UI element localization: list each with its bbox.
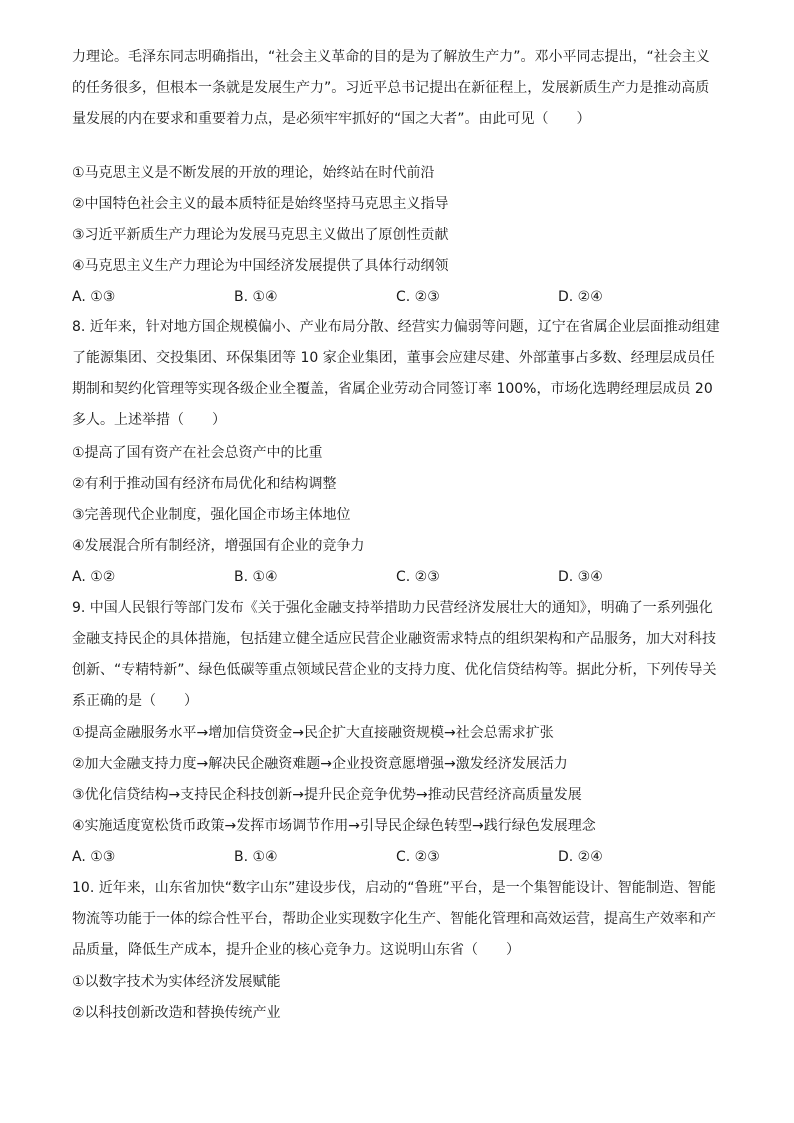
q7-item-1: ①马克思主义是不断发展的开放的理论，始终站在时代前沿 bbox=[72, 165, 435, 181]
q9-option-a: A. ①③ bbox=[72, 849, 116, 865]
q10-item-2: ②以科技创新改造和替换传统产业 bbox=[72, 1005, 281, 1021]
q9-item-2: ②加大金融支持力度→解决民企融资难题→企业投资意愿增强→激发经济发展活力 bbox=[72, 756, 568, 772]
q8-item-4: ④发展混合所有制经济，增强国有企业的竞争力 bbox=[72, 538, 365, 554]
q8-stem: 8. 近年来，针对地方国企规模偏小、产业布局分散、经营实力偏弱等问题，辽宁在省属企业层面推动组建了能源集团、交投集团、环保集团等 10 家企业集团，董事会应建尽建、外部董事占多数、经理层成员任期制和契约化管理等实现各级企业全覆盖，省属企业劳动合同签订率 100%，市场化选聘经理层成员 20 多人。上述举措（ ） bbox=[72, 319, 720, 428]
q9-option-c: C. ②③ bbox=[396, 849, 440, 865]
q10-item-1: ①以数字技术为实体经济发展赋能 bbox=[72, 974, 281, 990]
q7-option-b: B. ①④ bbox=[234, 289, 278, 305]
q9-option-d: D. ②④ bbox=[558, 849, 603, 865]
q8-item-2: ②有利于推动国有经济布局优化和结构调整 bbox=[72, 476, 337, 492]
q7-item-4: ④马克思主义生产力理论为中国经济发展提供了具体行动纲领 bbox=[72, 258, 449, 274]
q8-option-d: D. ③④ bbox=[558, 569, 603, 585]
q7-option-d: D. ②④ bbox=[558, 289, 603, 305]
q7-options bbox=[72, 287, 722, 307]
q8-option-b: B. ①④ bbox=[234, 569, 278, 585]
q8-item-1: ①提高了国有资产在社会总资产中的比重 bbox=[72, 445, 323, 461]
q7-stem: 力理论。毛泽东同志明确指出，“社会主义革命的目的是为了解放生产力”。邓小平同志提出，“社会主义的任务很多，但根本一条就是发展生产力”。习近平总书记提出在新征程上，发展新质生产力是推动高质量发展的内在要求和重要着力点，是必须牢牢抓好的“国之大者”。由此可见（ ） bbox=[72, 49, 710, 127]
q8-option-c: C. ②③ bbox=[396, 569, 440, 585]
q7-option-c: C. ②③ bbox=[396, 289, 440, 305]
q7-option-a: A. ①③ bbox=[72, 289, 116, 305]
q8-option-a: A. ①② bbox=[72, 569, 116, 585]
q8-options bbox=[72, 567, 722, 587]
q8-item-3: ③完善现代企业制度，强化国企市场主体地位 bbox=[72, 507, 351, 523]
q9-item-4: ④实施适度宽松货币政策→发挥市场调节作用→引导民企绿色转型→践行绿色发展理念 bbox=[72, 818, 596, 834]
q9-option-b: B. ①④ bbox=[234, 849, 278, 865]
q10-stem: 10. 近年来，山东省加快“数字山东”建设步伐，启动的“鲁班”平台，是一个集智能设计、智能制造、智能物流等功能于一体的综合性平台，帮助企业实现数字化生产、智能化管理和高效运营，提高生产效率和产品质量，降低生产成本，提升企业的核心竞争力。这说明山东省（ ） bbox=[72, 880, 716, 958]
q7-item-2: ②中国特色社会主义的最本质特征是始终坚持马克思主义指导 bbox=[72, 196, 449, 212]
q9-options bbox=[72, 847, 722, 867]
q9-item-1: ①提高金融服务水平→增加信贷资金→民企扩大直接融资规模→社会总需求扩张 bbox=[72, 725, 554, 741]
q9-stem: 9. 中国人民银行等部门发布《关于强化金融支持举措助力民营经济发展壮大的通知》，明确了一系列强化金融支持民企的具体措施，包括建立健全适应民营企业融资需求特点的组织架构和产品服务，加大对科技创新、“专精特新”、绿色低碳等重点领域民营企业的支持力度、优化信贷结构等。据此分析，下列传导关系正确的是（ ） bbox=[72, 600, 717, 709]
q9-item-3: ③优化信贷结构→支持民企科技创新→提升民企竞争优势→推动民营经济高质量发展 bbox=[72, 787, 582, 803]
q7-item-3: ③习近平新质生产力理论为发展马克思主义做出了原创性贡献 bbox=[72, 227, 449, 243]
